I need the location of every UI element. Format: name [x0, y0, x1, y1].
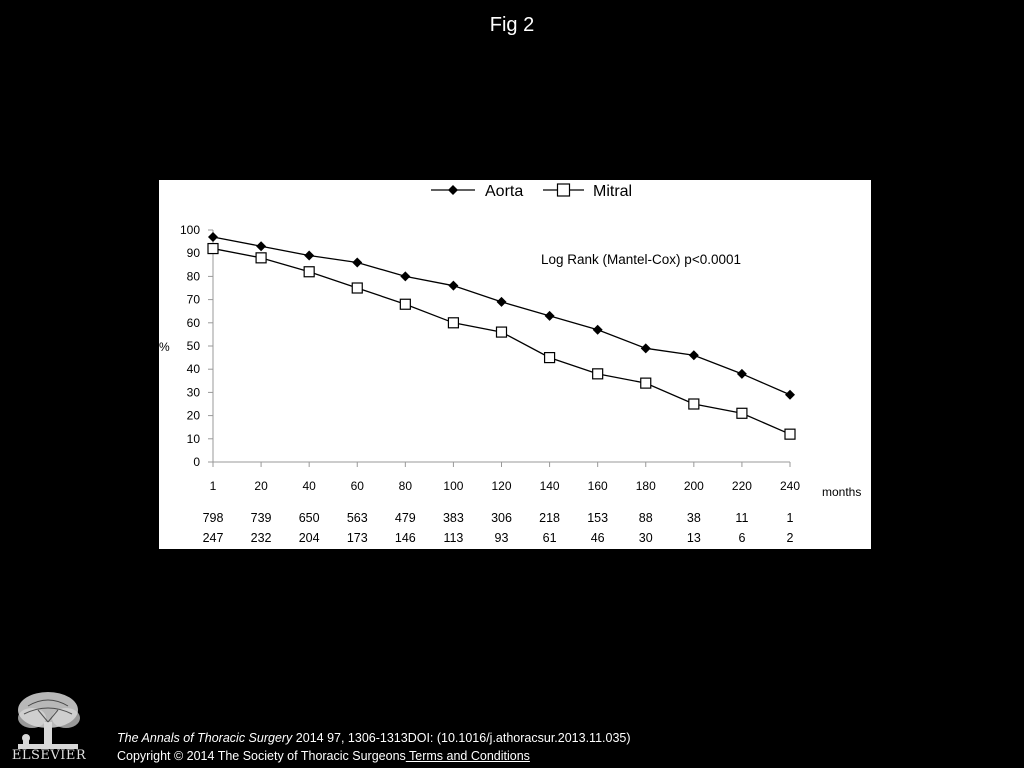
at-risk-value: 1 — [786, 511, 794, 525]
data-point-aorta — [737, 369, 747, 379]
y-tick-label: 30 — [186, 385, 200, 400]
citation-details: 2014 97, 1306-1313DOI: (10.1016/j.athoracsur.2013.11.035) — [292, 731, 631, 745]
at-risk-value: 247 — [202, 531, 224, 545]
y-tick-label: 90 — [186, 246, 200, 261]
data-point-mitral — [448, 318, 458, 328]
y-tick-label: 70 — [186, 292, 200, 307]
x-tick-label: 40 — [302, 479, 316, 493]
data-point-mitral — [737, 408, 747, 418]
at-risk-value: 6 — [738, 531, 746, 545]
journal-name: The Annals of Thoracic Surgery — [117, 731, 293, 745]
x-tick-label: 240 — [779, 479, 801, 493]
log-rank-annotation: Log Rank (Mantel-Cox) p<0.0001 — [541, 252, 741, 267]
at-risk-value: 2 — [786, 531, 794, 545]
series-line-mitral — [213, 249, 790, 435]
copyright-line — [117, 749, 530, 763]
at-risk-value: 479 — [394, 511, 416, 525]
y-tick-label: 40 — [186, 362, 200, 377]
x-tick-label: 220 — [731, 479, 752, 493]
data-point-mitral — [545, 353, 555, 363]
data-point-aorta — [256, 241, 266, 251]
data-point-aorta — [448, 281, 458, 291]
at-risk-value: 30 — [638, 531, 653, 545]
data-point-mitral — [785, 429, 795, 439]
y-tick-label: 100 — [179, 223, 200, 237]
data-point-aorta — [689, 350, 699, 360]
data-point-aorta — [545, 311, 555, 321]
at-risk-value: 232 — [250, 531, 272, 545]
y-tick-label: 0 — [193, 455, 200, 469]
figure-panel — [159, 180, 871, 549]
data-point-aorta — [641, 343, 651, 353]
x-tick-label: 60 — [350, 479, 364, 493]
at-risk-value: 383 — [442, 511, 464, 525]
x-tick-label: 160 — [587, 479, 608, 493]
x-axis-label: months — [822, 485, 862, 499]
slide-title: Fig 2 — [489, 14, 535, 36]
at-risk-table — [203, 511, 794, 545]
at-risk-value: 113 — [443, 531, 464, 545]
data-point-aorta — [208, 232, 218, 242]
at-risk-value: 11 — [735, 511, 749, 525]
data-point-mitral — [256, 253, 266, 263]
y-tick-label: 80 — [186, 269, 200, 284]
survival-chart — [159, 180, 871, 549]
x-tick-label: 120 — [491, 479, 512, 493]
data-point-aorta — [400, 271, 410, 281]
data-point-aorta — [352, 257, 362, 267]
legend-marker-mitral — [558, 184, 570, 196]
y-tick-label: 10 — [186, 431, 200, 446]
copyright-text: Copyright © 2014 The Society of Thoracic Surgeons — [117, 749, 406, 763]
data-point-aorta — [593, 325, 603, 335]
at-risk-value: 88 — [638, 511, 653, 525]
at-risk-value: 146 — [394, 531, 416, 545]
y-tick-label: 50 — [186, 339, 200, 353]
at-risk-value: 46 — [590, 531, 605, 545]
citation-line — [117, 731, 631, 745]
data-point-mitral — [400, 299, 410, 309]
at-risk-value: 306 — [491, 511, 512, 525]
legend-label-mitral: Mitral — [593, 183, 633, 200]
at-risk-value: 61 — [542, 531, 557, 545]
elsevier-wordmark: ELSEVIER — [11, 748, 87, 763]
at-risk-value: 173 — [346, 531, 368, 545]
at-risk-value: 153 — [587, 511, 609, 525]
legend-marker-aorta — [448, 185, 458, 195]
at-risk-value: 798 — [202, 511, 224, 525]
at-risk-value: 204 — [298, 531, 320, 545]
data-point-mitral — [593, 369, 603, 379]
legend-label-aorta: Aorta — [485, 183, 524, 200]
y-tick-label: 20 — [186, 408, 200, 423]
data-point-mitral — [304, 267, 314, 277]
at-risk-value: 13 — [686, 531, 701, 545]
x-tick-label: 80 — [398, 479, 413, 493]
y-tick-label: 60 — [186, 315, 200, 330]
chart-legend — [431, 183, 632, 200]
data-point-mitral — [641, 378, 651, 388]
at-risk-value: 563 — [346, 511, 368, 525]
data-point-aorta — [785, 390, 795, 400]
data-point-mitral — [352, 283, 362, 293]
at-risk-value: 650 — [298, 511, 320, 525]
x-tick-label: 140 — [539, 479, 560, 493]
at-risk-value: 739 — [250, 511, 272, 525]
at-risk-value: 38 — [686, 511, 701, 525]
data-point-mitral — [208, 244, 218, 254]
x-tick-label: 20 — [254, 479, 268, 493]
data-point-aorta — [304, 251, 314, 261]
data-point-mitral — [497, 327, 507, 337]
at-risk-value: 93 — [494, 531, 509, 545]
x-tick-label: 1 — [209, 479, 217, 493]
data-point-mitral — [689, 399, 699, 409]
x-tick-label: 200 — [683, 479, 704, 493]
y-axis-label: % — [159, 340, 170, 354]
x-tick-label: 180 — [635, 479, 656, 493]
x-tick-label: 100 — [443, 479, 464, 493]
at-risk-value: 218 — [539, 511, 561, 525]
terms-and-conditions-link[interactable]: Terms and Conditions — [405, 749, 530, 763]
data-point-aorta — [497, 297, 507, 307]
